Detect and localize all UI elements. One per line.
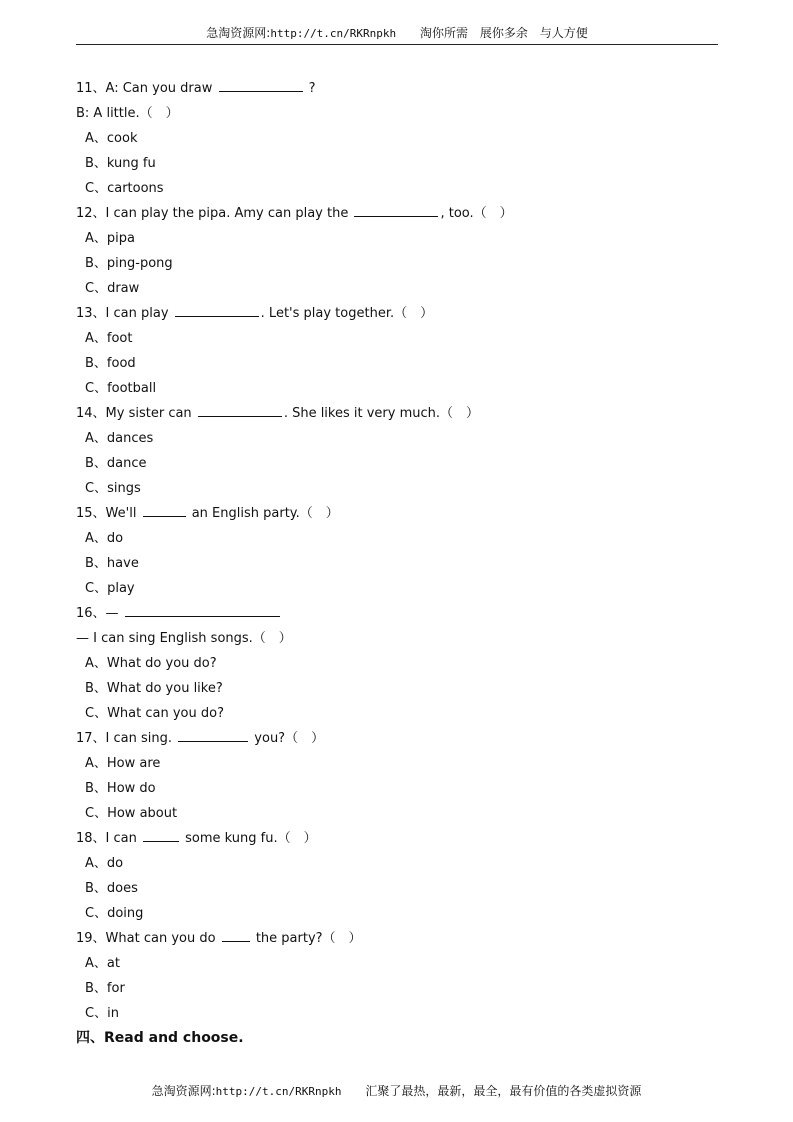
footer-url[interactable]: http://t.cn/RKRnpkh (215, 1085, 342, 1098)
option-c: C、draw (85, 281, 140, 296)
question-11-reply: B: A little.（ ） (76, 106, 179, 121)
option-a: A、pipa (85, 231, 135, 246)
header-slogan-3: 与人方便 (539, 26, 588, 40)
section-heading: 四、Read and choose. (76, 1030, 244, 1046)
header-url[interactable]: http://t.cn/RKRnpkh (270, 27, 397, 40)
answer-blank (178, 726, 248, 742)
option-c: C、play (85, 581, 135, 596)
question-16-reply: — I can sing English songs.（ ） (76, 631, 292, 646)
question-13: 13、I can play . Let's play together.（ ） (76, 301, 726, 326)
question-16: 16、— (76, 601, 726, 626)
option-b: B、dance (85, 456, 147, 471)
question-11: 11、A: Can you draw ? (76, 76, 726, 101)
option-a: A、cook (85, 131, 138, 146)
option-a: A、How are (85, 756, 161, 771)
question-18: 18、I can some kung fu.（ ） (76, 826, 726, 851)
header-slogan-1: 淘你所需 (420, 26, 469, 40)
answer-blank (219, 76, 303, 92)
option-b: B、food (85, 356, 136, 371)
option-c: C、in (85, 1006, 119, 1021)
option-c: C、How about (85, 806, 178, 821)
page-footer (0, 1081, 793, 1102)
question-15: 15、We'll an English party.（ ） (76, 501, 726, 526)
option-b: B、What do you like? (85, 681, 223, 696)
option-b: B、kung fu (85, 156, 156, 171)
option-c: C、doing (85, 906, 144, 921)
answer-blank (143, 826, 179, 842)
footer-site: 急淘资源网: (151, 1084, 216, 1098)
option-a: A、do (85, 531, 124, 546)
option-a: A、What do you do? (85, 656, 217, 671)
option-a: A、do (85, 856, 124, 871)
footer-text: 汇聚了最热，最新，最全，最有价值的各类虚拟资源 (365, 1084, 642, 1098)
option-b: B、does (85, 881, 138, 896)
option-a: A、at (85, 956, 120, 971)
question-17: 17、I can sing. you?（ ） (76, 726, 726, 751)
option-c: C、cartoons (85, 181, 164, 196)
question-14: 14、My sister can . She likes it very much.（ ） (76, 401, 726, 426)
option-b: B、for (85, 981, 125, 996)
header-site: 急淘资源网: (206, 26, 271, 40)
option-b: B、How do (85, 781, 156, 796)
option-a: A、foot (85, 331, 133, 346)
option-b: B、ping-pong (85, 256, 173, 271)
option-c: C、sings (85, 481, 141, 496)
header-slogan-2: 展你多余 (479, 26, 528, 40)
option-c: C、football (85, 381, 157, 396)
answer-blank (354, 201, 438, 217)
question-12: 12、I can play the pipa. Amy can play the , too.（ ） (76, 201, 726, 226)
answer-blank (198, 401, 282, 417)
option-a: A、dances (85, 431, 154, 446)
answer-blank (175, 301, 259, 317)
answer-blank (222, 926, 250, 942)
page-header (76, 22, 718, 45)
answer-blank (143, 501, 186, 517)
answer-blank (125, 601, 280, 617)
option-b: B、have (85, 556, 139, 571)
option-c: C、What can you do? (85, 706, 224, 721)
question-19: 19、What can you do the party?（ ） (76, 926, 726, 951)
question-list (76, 76, 726, 1051)
